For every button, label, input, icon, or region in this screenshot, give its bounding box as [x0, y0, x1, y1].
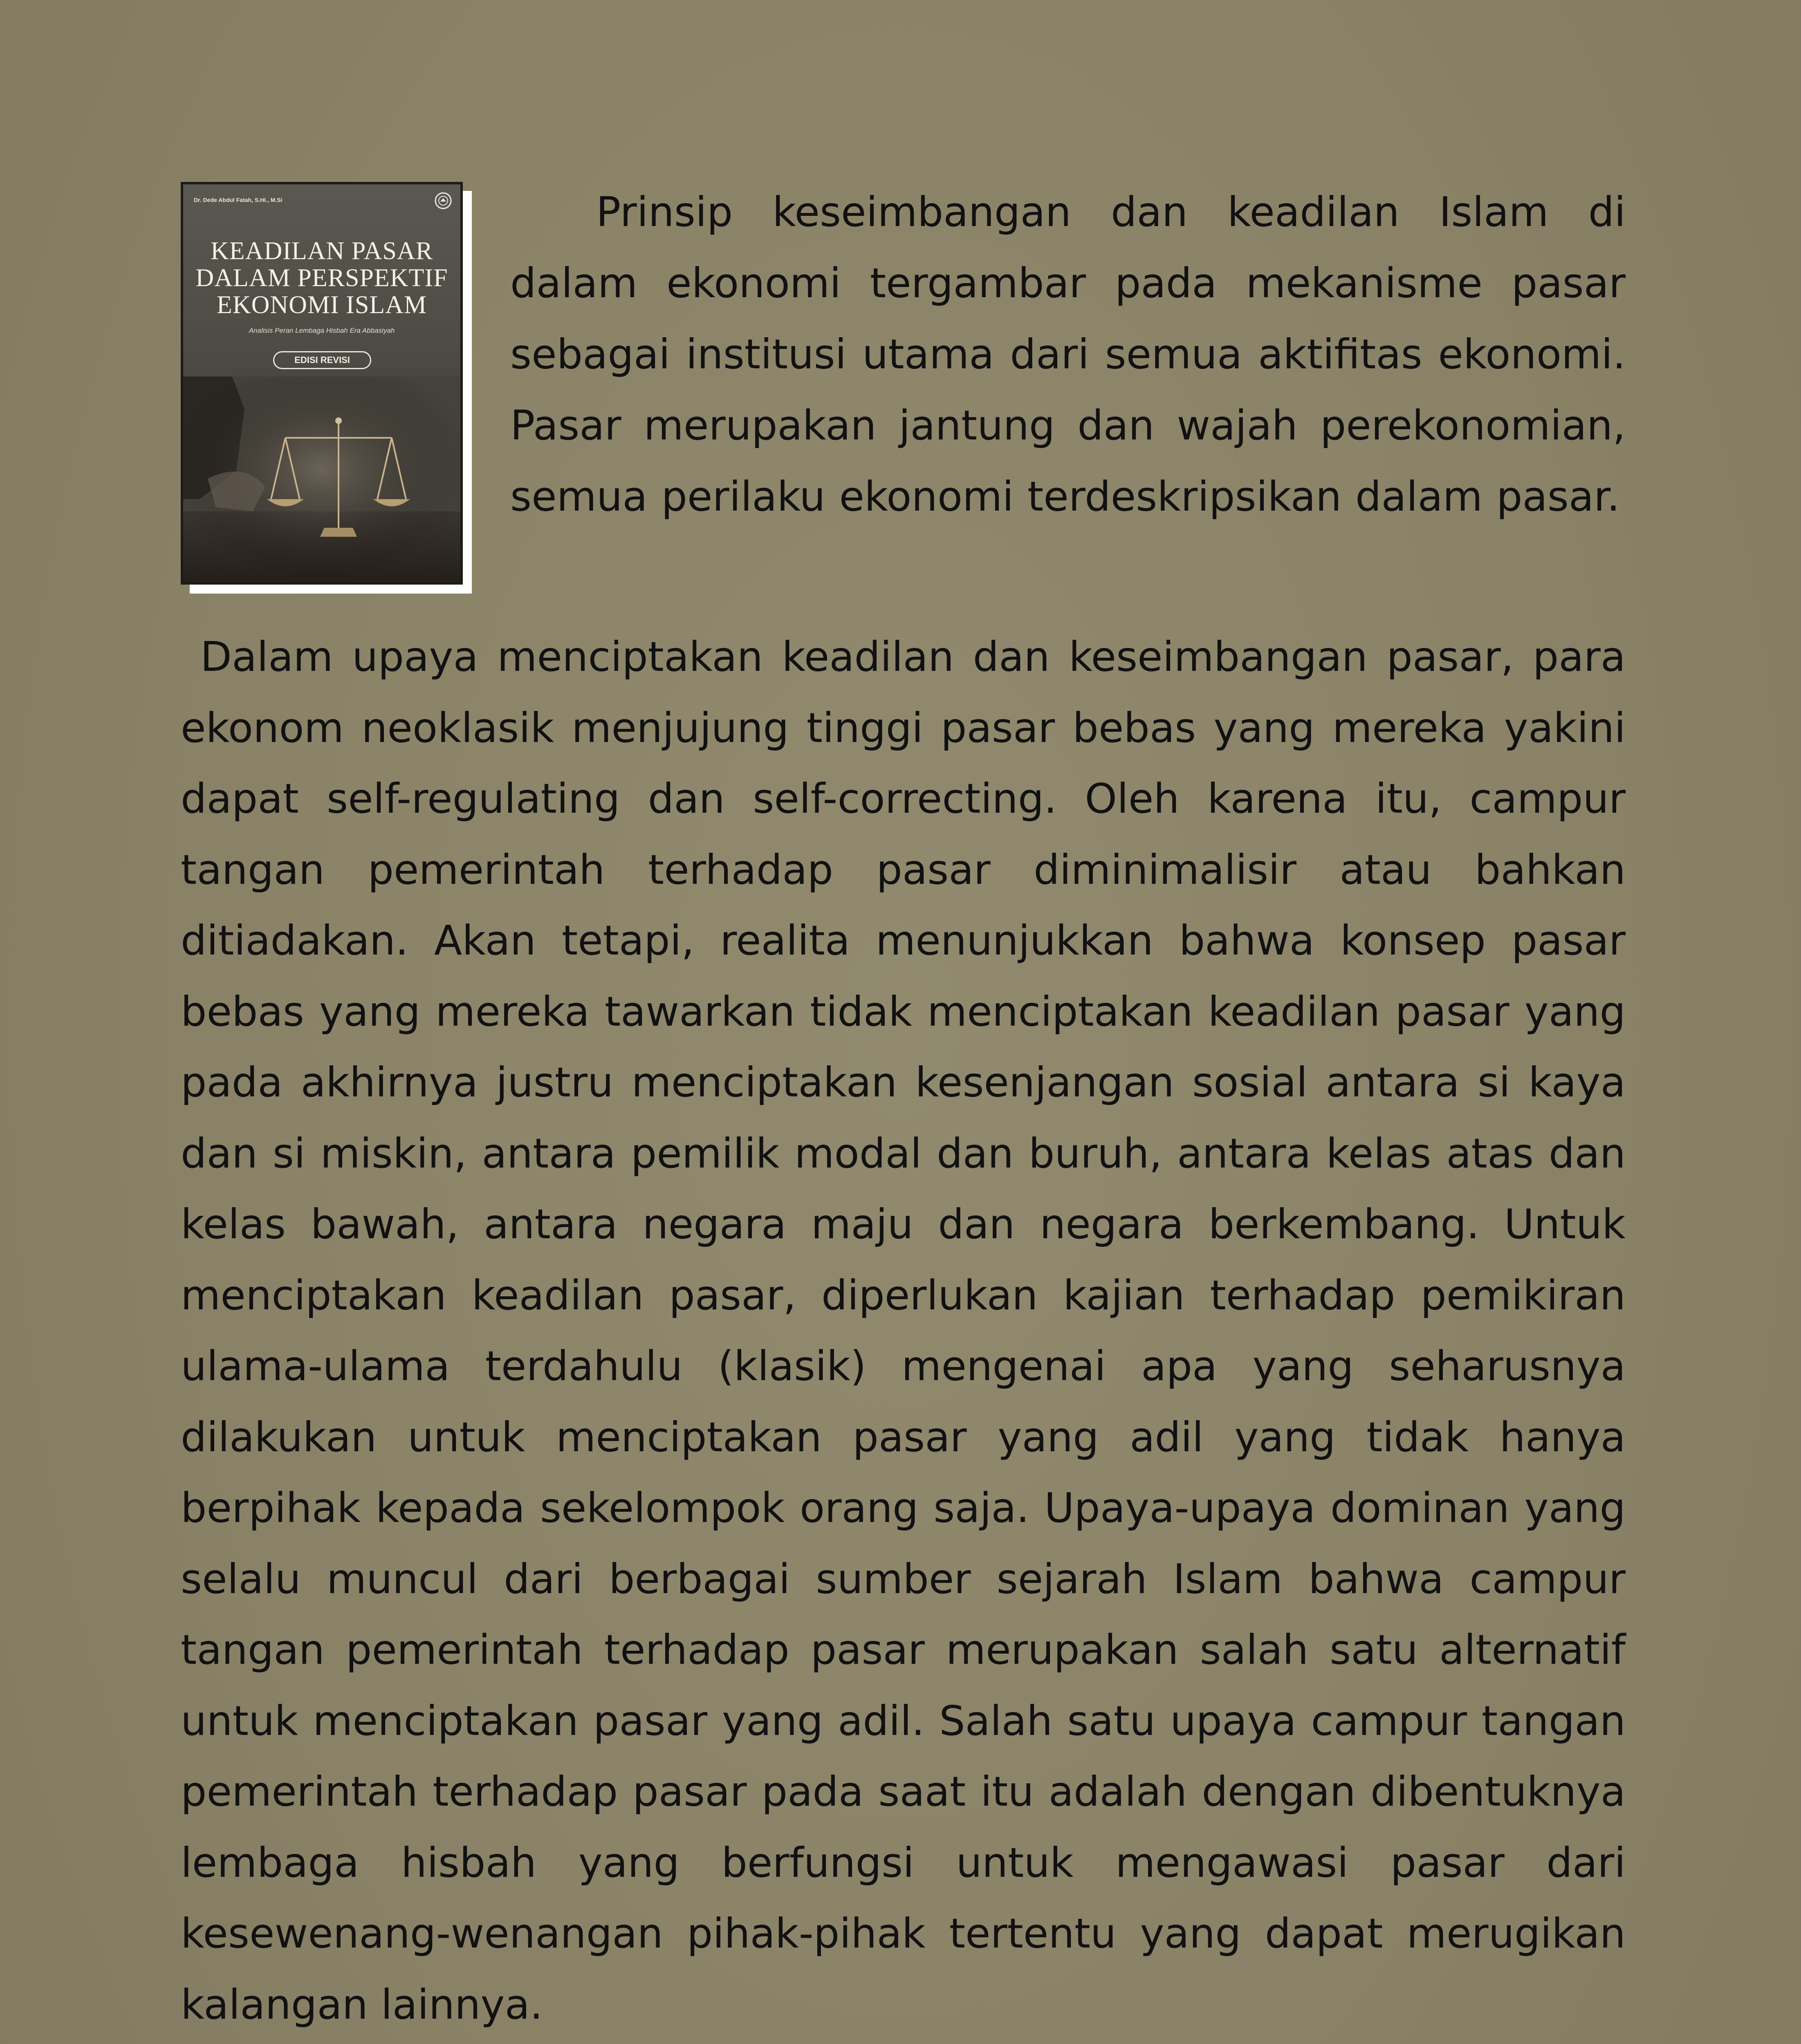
book-cover [181, 182, 463, 585]
book-cover-thumbnail [181, 182, 467, 589]
book-title-line: EKONOMI ISLAM [216, 291, 427, 319]
intro-paragraph: Prinsip keseimbangan dan keadilan Islam di dalam ekonomi tergambar pada mekanisme pasar sebagai institusi utama dari semua aktifitas ekonomi. Pasar merupakan jantung dan wajah perekonomian, semua perilaku ekonomi terdeskripsikan dalam pasar. [510, 188, 1626, 520]
book-title [183, 238, 460, 318]
book-title-line: DALAM PERSPEKTIF [195, 264, 448, 292]
balance-scale-image [183, 377, 460, 582]
book-title-line: KEADILAN PASAR [211, 237, 433, 265]
publisher-emblem-icon [434, 192, 452, 210]
edition-badge: EDISI REVISI [273, 351, 371, 369]
book-subtitle: Analisis Peran Lembaga Hisbah Era Abbasiyah [249, 327, 395, 334]
body-paragraph: Dalam upaya menciptakan keadilan dan keseimbangan pasar, para ekonom neoklasik menjujung tinggi pasar bebas yang mereka yakini dapat self-regulating dan self-correcting. Oleh karena itu, campur tangan pemerintah terhadap pasar diminimalisir atau bahkan ditiadakan. Akan tetapi, realita menunjukkan bahwa konsep pasar bebas yang mereka tawarkan tidak menciptakan keadilan pasar yang pada akhirnya justru menciptakan kesenjangan sosial antara si kaya dan si miskin, antara pemilik modal dan buruh, antara kelas atas dan kelas bawah, antara negara maju dan negara berkembang. Untuk menciptakan keadilan pasar, diperlukan kajian terhadap pemikiran ulama-ulama terdahulu (klasik) mengenai apa yang seharusnya dilakukan untuk menciptakan pasar yang adil yang tidak hanya berpihak kepada sekelompok orang saja. Upaya-upaya dominan yang selalu muncul dari berbagai sumber sejarah Islam bahwa campur tangan pemerintah terhadap pasar merupakan salah satu alternatif untuk menciptakan pasar yang adil. Salah satu upaya campur tangan pemerintah terhadap pasar pada saat itu adalah dengan dibentuknya lembaga hisbah yang berfungsi untuk mengawasi pasar dari kesewenang-wenangan pihak-pihak tertentu yang dapat merugikan kalangan lainnya. [181, 633, 1626, 2028]
book-author: Dr. Dede Abdul Fatah, S.HI., M.Si [194, 197, 283, 203]
